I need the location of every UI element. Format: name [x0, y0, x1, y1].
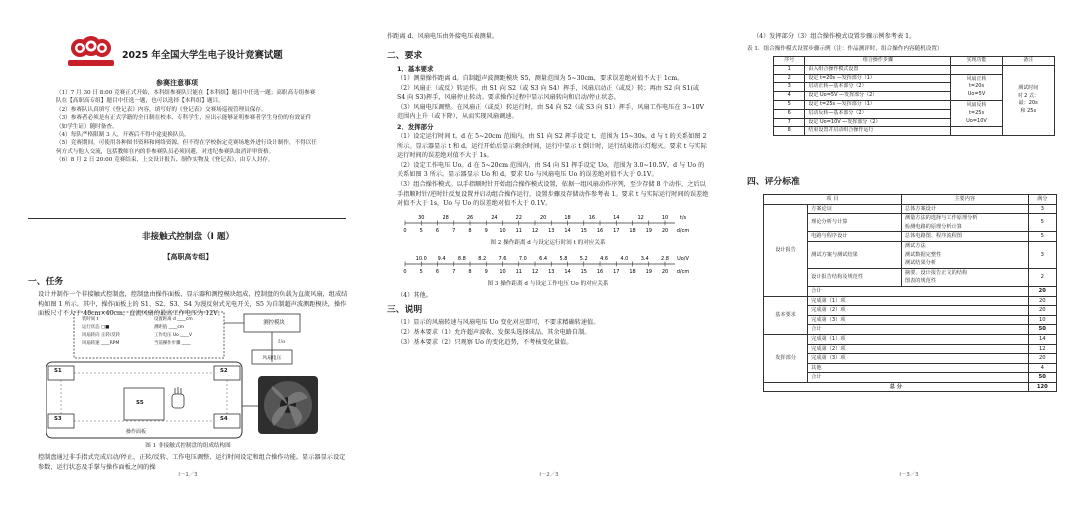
cell: 4 [1028, 363, 1056, 373]
ruler-bottom-label: 17 [613, 227, 620, 234]
function-line: Uo=5V [967, 91, 986, 98]
ruler-bottom-label: 6 [435, 227, 440, 234]
table-row [764, 325, 1057, 335]
cell: 完成第（2）项 [808, 344, 1028, 354]
cell: 设计报告结构及规范性 [808, 268, 902, 286]
cell: 结束设置并启动组合操作运行 [805, 127, 951, 136]
cell: 总体电路图、程序流程图 [901, 232, 1028, 242]
cell: 由入组合操作模式设置 [805, 65, 951, 74]
cell: 3 [774, 83, 805, 92]
cell: 20 [1028, 306, 1056, 316]
function-line: t=20s [968, 83, 985, 90]
remark-line: 对 2 式： [1017, 92, 1039, 99]
table-1-caption: 表 1．组合操作模式设置步骤示例（注：作品测评时，组合操作内容随机设置） [747, 46, 943, 52]
cell: 14 [1028, 334, 1056, 344]
ruler-bottom-label: 11 [515, 268, 522, 275]
scoring-table [763, 194, 1057, 392]
cell: 1 [774, 65, 805, 74]
table-row [764, 373, 1057, 383]
ruler-top-label: 4.6 [600, 255, 609, 262]
requirements-section [387, 46, 709, 347]
cell: 120 [1028, 382, 1056, 392]
ruler-top-label: 12 [637, 214, 644, 221]
ruler-bottom-label: 10 [499, 227, 506, 234]
table-header: 主要内容 [901, 195, 1028, 205]
notice-list [56, 89, 318, 165]
ruler-bottom-label: 20 [661, 268, 669, 275]
cell: 5 [1028, 232, 1056, 242]
cell: 5 [774, 100, 805, 109]
ruler-top-label: 26 [466, 214, 474, 221]
figure-2-ruler [395, 211, 695, 235]
ruler-top-label: 22 [515, 214, 522, 221]
ruler-top-label: 10.0 [415, 255, 427, 262]
page-footer: I－1／3 [178, 472, 198, 478]
ruler-top-label: 10 [661, 214, 669, 221]
ruler-top-label: 18 [564, 214, 571, 221]
problem-tag: 【高职高专组】 [163, 253, 213, 261]
table-row [764, 382, 1057, 392]
table-row [764, 334, 1057, 344]
panel-label: 操作面板 [126, 429, 147, 435]
ruler-bottom-label: 16 [596, 268, 604, 275]
cell: 完成第（3）项 [808, 315, 1028, 325]
hand-icon [172, 387, 184, 408]
tail-text: 控制盘通过非手指式完成启动/停止、正转/反转、工作电压调整、运行时间设定和组合操作功能。显示器显示设定参数、运行状态及手掌与操作面板之间的操 [38, 454, 346, 471]
divider [28, 218, 346, 219]
sensor-s5: S5 [136, 400, 144, 406]
cell: 理论分析与计算 [808, 214, 902, 232]
ruler-bottom-label: 7 [452, 268, 456, 275]
competition-logo [62, 34, 120, 68]
remark-line: 最：20s [1018, 100, 1038, 107]
ruler-bottom-label: 11 [515, 227, 522, 234]
notice-item: （6）8 月 2 日 20:00 竞赛结束，上交设计报告、制作实物及《登记表》，由专人封存。 [56, 157, 274, 164]
legend-item: 工作电压 Uo ____V [154, 333, 193, 338]
notice-item: （1）7 月 30 日 8:00 竞赛正式开始，本科组参赛队只能在【本科组】题目中任选一题；高职高专组参赛队在【高职高专组】题目中任选一题，也可以选择【本科组】题目。 [56, 90, 316, 105]
section-heading: 四、评分标准 [747, 177, 800, 187]
exam-title: 2025 年全国大学生电子设计竞赛试题 [122, 50, 283, 61]
ruler-bottom-label: 0 [403, 268, 407, 275]
table-row [764, 241, 1057, 268]
ruler-bottom-label: 14 [564, 268, 571, 275]
ruler-bottom-label: 6 [435, 268, 440, 275]
basic-item: （2）风扇正（或反）转运作。由 S1 向 S2（或 S3 向 S4）挥手，风扇启动正（或反）转；再由 S2 向 S1(或 S4 向 S3)挥手，风扇停止转动。要求操作过程中显示风扇转向和启动/停止状态。 [397, 84, 700, 102]
ruler-bottom-label: d/cm [676, 227, 690, 234]
cell: 测试方案与测试结果 [808, 241, 902, 268]
cell: 设定 t=20s —发挥部分（1） [805, 74, 951, 83]
group-label: 基本要求 [764, 296, 808, 334]
group-label: 发挥部分 [764, 334, 808, 382]
notice-item: （3）参赛者必须是有正式学籍的全日制在校本、专科学生，应出示能够证明参赛者学生身份的有效证件（如学生证）随时备查。 [56, 115, 312, 130]
function-cell [951, 100, 1002, 126]
section-heading: 二、要求 [387, 51, 423, 61]
ruler-bottom-label: 5 [419, 268, 423, 275]
legend-item: 设置距离 d ____cm [154, 317, 193, 322]
ruler-top-label: 2.8 [661, 255, 669, 262]
ruler-top-label: 3.4 [640, 255, 649, 262]
remark-line: 和 25s [1020, 108, 1037, 115]
fan-icon [258, 376, 318, 434]
legend-item: 装时间 t [82, 317, 99, 322]
ruler-bottom-label: 12 [531, 227, 539, 234]
table-row [774, 65, 1055, 74]
ruler-top-label: 6.4 [539, 255, 548, 262]
legend-item: 风扇转速 ____RPM [82, 341, 120, 346]
figure-1-caption: 图 1 非接触式控制盘的组成结构图 [145, 443, 231, 449]
table-header: 项 目 [764, 195, 902, 205]
cell: 设定 t=25s —发挥部分（1） [805, 100, 951, 109]
ruler-bottom-label: 18 [629, 227, 636, 234]
sensor-s1: S1 [54, 368, 62, 374]
table-row [764, 204, 1057, 214]
legend-item: 运行状态 □■ [82, 325, 110, 330]
note-item: （1）显示的风扇转速与风扇电压 Uo 变化对应即可，不要求精确转速值。 [397, 319, 600, 327]
ruler-top-label: 16 [588, 214, 596, 221]
table-row [764, 315, 1057, 325]
section-heading: 一、任务 [28, 277, 64, 287]
lead-text: 作距离 d、风扇电压由外接电压表测量。 [387, 33, 499, 40]
ruler-top-label: 20 [539, 214, 547, 221]
cell: 10 [1028, 315, 1056, 325]
table-row [764, 268, 1057, 286]
cell: 测量方法的选择与工作原理分析 检测电路的原理分析计算 [901, 214, 1028, 232]
figure-3-ruler [395, 252, 695, 276]
ruler-top-label: 30 [418, 214, 425, 221]
sensor-s2: S2 [220, 368, 228, 374]
table-row [764, 296, 1057, 306]
cell: 20 [1028, 296, 1056, 306]
ruler-bottom-label: 17 [613, 268, 620, 275]
ruler-bottom-label: 13 [548, 268, 555, 275]
ruler-bottom-label: 0 [403, 227, 407, 234]
table-header: 备注 [1002, 57, 1054, 66]
cell: 启动正转—基本部分（2） [805, 83, 951, 92]
cell: 50 [1028, 325, 1056, 335]
table-row [764, 214, 1057, 232]
ruler-bottom-label: 13 [548, 227, 555, 234]
cell: 2 [1028, 268, 1056, 286]
cell: 总体方案设计 [901, 204, 1028, 214]
cell: 8 [774, 127, 805, 136]
advanced-item: （2）设定工作电压 Uo。d 在 5~20cm 范围内，由 S4 向 S1 挥手设定 Uo，范围为 3.0~10.5V。d 与 Uo 的关系如图 3 所示。显示器显示 Uo 和 d。要求 Uo 与风扇电压 Uo 的误差绝对值不大于 0.1V。 [397, 161, 705, 179]
ruler-bottom-label: 8 [468, 227, 472, 234]
page-3 [743, 14, 1075, 484]
note-item: （2）基本要求（1）允许超声波收、发探头选择成品，其余电路自制。 [397, 328, 591, 336]
legend-item: 测距值 ____cm [154, 325, 185, 330]
other-item: （4）其他。 [397, 291, 432, 299]
cell: 电路与程序设计 [808, 232, 902, 242]
subsection-heading: 1．基本要求 [397, 65, 434, 73]
table-row [764, 286, 1057, 296]
cell: 完成第（1）项 [808, 296, 1028, 306]
ruler-bottom-label: 7 [452, 227, 456, 234]
cell: 启动反转—基本部分（2） [805, 109, 951, 118]
cell: 20 [1028, 286, 1056, 296]
cell: 合计 [808, 286, 1028, 296]
table-row [764, 306, 1057, 316]
problem-title: 非接触式控制盘（I 题） [141, 232, 235, 242]
cell: 50 [1028, 373, 1056, 383]
cell: 合计 [808, 373, 1028, 383]
advanced-item: （1）设定运行时间 t。d 在 5~20cm 范围内，由 S1 向 S2 挥手设定 t，范围为 15~30s。d 与 t 的关系如图 2 所示。显示器显示 t 和 d。运行开始后显示剩余时间，运行中显示 t 倒计时，运行结束指示灯熄灭。要求 t 与实际运行时间的误差绝对值不大于 1s。 [397, 132, 707, 160]
ruler-top-label: 7.6 [498, 255, 507, 262]
table-row [764, 363, 1057, 373]
table-header: 组合操作步骤 [805, 57, 951, 66]
notice-title: 参赛注意事项 [156, 79, 198, 87]
function-cell [951, 74, 1002, 100]
remark-line: 测试时间 [1018, 84, 1039, 91]
cell [951, 65, 1002, 74]
ruler-bottom-label: 16 [596, 227, 604, 234]
cell: 4 [774, 92, 805, 101]
ruler-top-label: 28 [442, 214, 449, 221]
task-paragraph: 设计并制作一个非接触式控制盘，控制盘由操作面板、显示器和测控模块组成，控制盘的负载为直流风扇，组成结构如图 1 所示。其中，操作面板上的 S1、S2、S3、S4 为漫反射式光电开关，S5 为自制超声波测距模块，操作面板尺寸不大于 40cm×40cm，直流风扇的最高工作电压为 12V。 [38, 291, 348, 318]
ruler-top-label: 5.2 [579, 255, 588, 262]
section-heading: 三、说明 [387, 305, 423, 316]
ruler-bottom-label: 12 [531, 268, 539, 275]
basic-item: （1）测量操作距离 d。自制超声波测距模块 S5，测量范围为 5~30cm，要求误差绝对值不大于 1cm。 [397, 75, 684, 82]
page-footer: I－3／3 [899, 472, 919, 478]
cell: 完成第（1）项 [808, 334, 1028, 344]
notice-item: （5）竞赛期间，可使用各种图书资料和网络资源，但不得在学校指定竞赛场地外进行设计制作，不得以任何方式与他人交流，包括教师在内的非参赛队员必须回避，对违纪参赛队取消评审资格。 [56, 140, 317, 155]
ruler-top-label: 7.0 [518, 255, 527, 262]
page-2 [383, 14, 715, 484]
cell: 测试方法 测试数据完整性 测试结果分析 [901, 241, 1028, 268]
sensor-s3: S3 [54, 416, 62, 422]
table-row [764, 354, 1057, 364]
ruler-bottom-label: 9 [484, 268, 488, 275]
cell: 设定 Uo=5V —发挥部分（2） [805, 92, 951, 101]
legend-item: 风扇转向 正转/反转 [82, 333, 121, 338]
table-row [764, 344, 1057, 354]
remark-cell [1002, 65, 1054, 135]
ruler-bottom-label: 10 [499, 268, 506, 275]
cell: 6 [774, 109, 805, 118]
cell: 12 [1028, 344, 1056, 354]
function-line: 风扇正转 [966, 75, 987, 82]
cell: 7 [774, 118, 805, 127]
ruler-top-label: 8.8 [457, 255, 466, 262]
ruler-bottom-label: 15 [580, 227, 587, 234]
ruler-bottom-label: 14 [564, 227, 571, 234]
ruler-top-label: 4.0 [620, 255, 629, 262]
cell: 2 [774, 74, 805, 83]
ruler-top-label: 24 [491, 214, 498, 221]
ruler-bottom-label: 18 [629, 268, 636, 275]
ruler-bottom-label: 5 [419, 227, 423, 234]
cell: 3 [1028, 241, 1056, 268]
function-line: Uo=10V [966, 117, 987, 124]
notice-item: （2）参赛队认真填写《登记表》内容，填写好的《登记表》交赛场巡视管理员保存。 [56, 106, 267, 113]
cell: 方案论证 [808, 204, 902, 214]
ruler-bottom-label: 19 [645, 268, 652, 275]
legend-item: 当前操作步骤 ____ [154, 341, 191, 346]
ruler-bottom-label: 8 [468, 268, 472, 275]
ruler-bottom-label: 19 [645, 227, 652, 234]
table-header: 满分 [1028, 195, 1056, 205]
ruler-top-label: 8.2 [478, 255, 487, 262]
page-1 [22, 14, 354, 484]
table-header: 序号 [774, 57, 805, 66]
cell: 3 [1028, 204, 1056, 214]
function-line: t=25s [968, 109, 985, 116]
page-footer: I－2／3 [539, 472, 559, 478]
function-line: 风扇反转 [966, 101, 987, 108]
advanced-item: （3）组合操作模式。以手指顺时针开始组合操作模式设置，依据一组风扇动作序列，至少存储 8 个动作，之后以手指顺时针/逆时针反复设置并启动组合操作运行，设置步骤及存储动作参考表 1。要求 t 与实际运行时间的误差绝对值不大于 1s，Uo 与 Uo 的误差绝对值不大于 0.1V。 [397, 180, 709, 208]
ruler-bottom-label: 15 [580, 268, 587, 275]
ruler-top-label: t/s [679, 214, 687, 221]
cell: 完成第（2）项 [808, 306, 1028, 316]
cell [951, 127, 1002, 136]
figure-3-caption: 图 3 操作距离 d 与设定工作电压 Uo 的对应关系 [487, 281, 609, 288]
cell: 总 分 [764, 382, 1029, 392]
note-item: （3）基本要求（2）只观察 Uo 的变化趋势，不考核变化量值。 [397, 338, 573, 346]
table-row [764, 232, 1057, 242]
cell: 完成第（3）项 [808, 354, 1028, 364]
ruler-bottom-label: d/cm [676, 268, 690, 275]
group-label: 设计报告 [764, 204, 808, 296]
ruler-top-label: 5.8 [559, 255, 568, 262]
subsection-heading: 2．发挥部分 [397, 122, 434, 131]
cell: 5 [1028, 214, 1056, 232]
cell: 20 [1028, 354, 1056, 364]
ruler-top-label: Uo/V [677, 255, 689, 262]
ruler-bottom-label: 20 [661, 227, 669, 234]
display-legend [82, 316, 226, 348]
notice-item: （4）每队严格限制 3 人，开赛后不得中途更换队员。 [56, 132, 190, 139]
ruler-bottom-label: 9 [484, 227, 488, 234]
measure-module-label: 测控模块 [263, 320, 285, 326]
ruler-top-label: 9.4 [437, 255, 446, 262]
uo-label: Uo [278, 339, 286, 345]
table-header: 实现功能 [951, 57, 1002, 66]
cell: 摘要、设计报告正文的结构 图表的规范性 [901, 268, 1028, 286]
cell: 其他 [808, 363, 1028, 373]
cell: 合计 [808, 325, 1028, 335]
sensor-s4: S4 [220, 416, 228, 422]
cell: 设定 Uo=10V —发挥部分（2） [805, 118, 951, 127]
ruler-top-label: 14 [613, 214, 620, 221]
figure-2-caption: 图 2 操作距离 d 与设定运行时间 t 的对应关系 [490, 240, 606, 247]
basic-item: （3）风扇电压调整。在风扇正（或反）转运行时，由 S4 向 S2（或 S3 向 S1）挥手，风扇工作电压在 3~10V 范围内上升（或下降），从而实现风扇调速。 [397, 103, 704, 121]
table-1 [773, 56, 1055, 136]
intro-text: （4）发挥部分（3）组合操作模式设置步骤示例参考表 1。 [753, 33, 916, 40]
fan-voltage-label: 风扇电压 [262, 356, 282, 361]
